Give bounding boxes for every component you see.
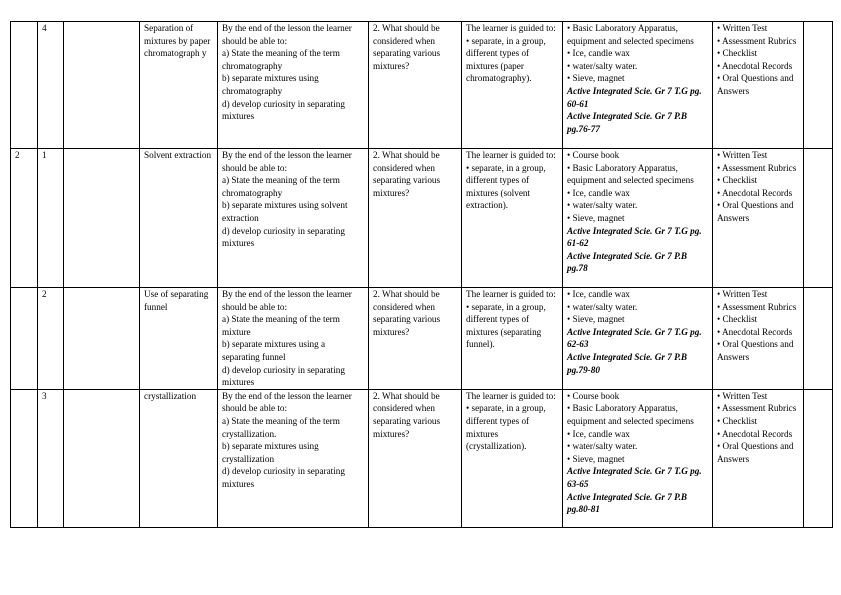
outcome-line: b) separate mixtures using chromatography [222, 73, 321, 96]
experience-line: The learner is guided to: [466, 390, 556, 401]
resource-line: • Sieve, magnet [567, 73, 625, 84]
learning-outcomes-cell [218, 389, 369, 527]
resource-line: • water/salty water. [567, 200, 638, 211]
outcome-line: d) develop curiosity in separating mixtures [222, 225, 348, 249]
lesson-cell: 2 [38, 288, 64, 390]
assessment-line: • Oral Questions and Answers [717, 339, 796, 362]
assessment-line: • Oral Questions and Answers [717, 441, 796, 464]
assessment-line: • Anecdotal Records [717, 326, 793, 337]
remarks-cell [804, 149, 833, 288]
week-cell: 2 [11, 149, 38, 288]
key-inquiry-cell: 2. What should be considered when separating various mixtures? [369, 288, 462, 390]
outcome-line: b) separate mixtures using a separating funnel [222, 339, 328, 362]
reference-line: Active Integrated Scie. Gr 7 T.G pg. 61-62 [567, 225, 704, 249]
learning-outcomes-cell [218, 149, 369, 288]
assessment-cell [713, 22, 804, 149]
resource-line: • Ice, candle wax [567, 289, 630, 299]
learning-outcomes-cell [218, 288, 369, 390]
experience-line: • separate, in a group, different types of mixtures (paper chromatography). [466, 35, 549, 84]
resource-line: • water/salty water. [567, 301, 638, 312]
resource-line: • Course book [567, 390, 620, 401]
assessment-line: • Assessment Rubrics [717, 35, 797, 46]
assessment-cell [713, 149, 804, 288]
resources-cell [563, 288, 713, 390]
assessment-line: • Written Test [717, 289, 768, 299]
table-row [11, 22, 833, 149]
outcome-line: a) State the meaning of the term chromatography [222, 48, 343, 71]
assessment-line: • Written Test [717, 23, 768, 33]
assessment-line: • Oral Questions and Answers [717, 200, 796, 223]
experience-line: The learner is guided to: [466, 289, 556, 299]
resources-cell [563, 149, 713, 288]
reference-line: Active Integrated Scie. Gr 7 P.B pg.76-77 [567, 111, 690, 134]
experience-line: • separate, in a group, different types of mixtures (crystallization). [466, 403, 549, 452]
remarks-cell [804, 22, 833, 149]
learning-experiences-cell [462, 22, 563, 149]
reference-line: Active Integrated Scie. Gr 7 P.B pg.80-81 [567, 491, 690, 515]
outcome-line: By the end of the lesson the learner should be able to: [222, 150, 355, 173]
table-row [11, 288, 833, 390]
sub-strand-cell: Separation of mixtures by paper chromatograph y [140, 22, 218, 149]
reference-line: Active Integrated Scie. Gr 7 T.G pg. 62-63 [567, 326, 704, 350]
lesson-cell: 3 [38, 389, 64, 527]
assessment-line: • Oral Questions and Answers [717, 73, 796, 96]
assessment-line: • Checklist [717, 48, 758, 59]
assessment-line: • Anecdotal Records [717, 187, 793, 198]
outcome-line: b) separate mixtures using crystallization [222, 441, 321, 464]
resource-line: • water/salty water. [567, 60, 638, 71]
outcome-line: d) develop curiosity in separating mixtures [222, 364, 348, 388]
outcome-line: d) develop curiosity in separating mixtures [222, 466, 348, 489]
outcome-line: By the end of the lesson the learner should be able to: [222, 289, 355, 312]
assessment-line: • Checklist [717, 175, 758, 186]
table-row [11, 149, 833, 288]
assessment-cell [713, 389, 804, 527]
assessment-line: • Checklist [717, 415, 758, 426]
resource-line: • Ice, candle wax [567, 48, 630, 59]
assessment-line: • Assessment Rubrics [717, 162, 797, 173]
resource-line: • Basic Laboratory Apparatus, equipment and selected specimens [567, 23, 694, 46]
resources-cell [563, 389, 713, 527]
assessment-line: • Assessment Rubrics [717, 301, 797, 312]
outcome-line: By the end of the lesson the learner should be able to: [222, 390, 355, 414]
lesson-cell: 1 [38, 149, 64, 288]
learning-experiences-cell [462, 288, 563, 390]
sub-strand-cell: Use of separating funnel [140, 288, 218, 390]
resource-line: • Ice, candle wax [567, 187, 630, 198]
outcome-line: By the end of the lesson the learner should be able to: [222, 23, 355, 46]
week-cell [11, 22, 38, 149]
resource-line: • Ice, candle wax [567, 428, 630, 439]
resources-cell [563, 22, 713, 149]
assessment-line: • Written Test [717, 390, 768, 401]
assessment-line: • Anecdotal Records [717, 428, 793, 439]
reference-line: Active Integrated Scie. Gr 7 P.B pg.79-80 [567, 351, 690, 375]
assessment-cell [713, 288, 804, 390]
assessment-line: • Assessment Rubrics [717, 403, 797, 414]
week-cell [11, 288, 38, 390]
assessment-line: • Written Test [717, 150, 768, 160]
remarks-cell [804, 389, 833, 527]
key-inquiry-cell: 2. What should be considered when separating various mixtures? [369, 149, 462, 288]
resource-line: • Basic Laboratory Apparatus, equipment and selected specimens [567, 162, 694, 186]
assessment-line: • Checklist [717, 314, 758, 325]
experience-line: • separate, in a group, different types of mixtures (solvent extraction). [466, 162, 549, 211]
outcome-line: b) separate mixtures using solvent extraction [222, 200, 350, 223]
experience-line: The learner is guided to: [466, 150, 556, 160]
table-body [11, 22, 833, 528]
strand-cell [64, 389, 140, 527]
week-cell [11, 389, 38, 527]
strand-cell [64, 149, 140, 288]
outcome-line: a) State the meaning of the term chromatography [222, 175, 343, 198]
scheme-of-work-table [10, 21, 833, 528]
key-inquiry-cell: 2. What should be considered when separating various mixtures? [369, 389, 462, 527]
outcome-line: d) develop curiosity in separating mixtures [222, 98, 348, 122]
strand-cell [64, 288, 140, 390]
outcome-line: a) State the meaning of the term crystallization. [222, 415, 343, 439]
experience-line: The learner is guided to: [466, 23, 556, 33]
learning-experiences-cell [462, 389, 563, 527]
lesson-cell: 4 [38, 22, 64, 149]
reference-line: Active Integrated Scie. Gr 7 T.G pg. 63-65 [567, 466, 704, 489]
resource-line: • Sieve, magnet [567, 212, 625, 223]
key-inquiry-cell: 2. What should be considered when separating various mixtures? [369, 22, 462, 149]
learning-experiences-cell [462, 149, 563, 288]
reference-line: Active Integrated Scie. Gr 7 T.G pg. 60-61 [567, 85, 704, 109]
learning-outcomes-cell [218, 22, 369, 149]
resource-line: • water/salty water. [567, 441, 638, 452]
remarks-cell [804, 288, 833, 390]
sub-strand-cell: crystallization [140, 389, 218, 527]
reference-line: Active Integrated Scie. Gr 7 P.B pg.78 [567, 250, 690, 274]
resource-line: • Sieve, magnet [567, 314, 625, 325]
outcome-line: a) State the meaning of the term mixture [222, 314, 343, 337]
sub-strand-cell: Solvent extraction [140, 149, 218, 288]
experience-line: • separate, in a group, different types of mixtures (separating funnel). [466, 301, 549, 350]
assessment-line: • Anecdotal Records [717, 60, 793, 71]
resource-line: • Sieve, magnet [567, 453, 625, 464]
resource-line: • Course book [567, 150, 620, 160]
table-row [11, 389, 833, 527]
strand-cell [64, 22, 140, 149]
resource-line: • Basic Laboratory Apparatus, equipment and selected specimens [567, 403, 694, 426]
